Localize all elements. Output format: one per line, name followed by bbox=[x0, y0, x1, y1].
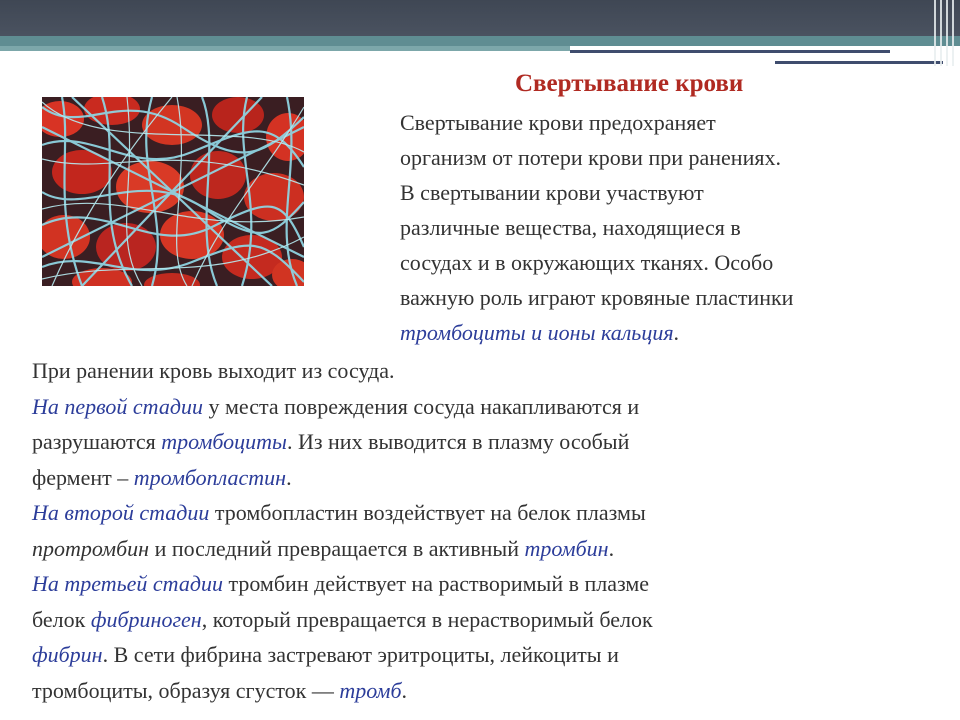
body-text: тромбоциты, образуя сгусток — bbox=[32, 677, 340, 703]
header-band bbox=[0, 0, 960, 36]
body-line: При ранении кровь выходит из сосуда. bbox=[32, 358, 395, 383]
body-line bbox=[32, 389, 948, 425]
body-line bbox=[32, 673, 948, 709]
body-text: фермент – bbox=[32, 464, 134, 490]
intro-line: важную роль играют кровяные пластинки bbox=[400, 285, 794, 310]
term: тромбоциты bbox=[161, 429, 287, 454]
term: тромбопластин bbox=[133, 464, 287, 490]
body-text: белок bbox=[32, 606, 91, 632]
body-text: . bbox=[608, 535, 615, 561]
intro-line bbox=[400, 315, 948, 350]
header-accent-band bbox=[0, 36, 960, 46]
highlight-term: тромбоциты и ионы кальция bbox=[400, 320, 674, 345]
intro-line: организм от потери крови при ранениях. bbox=[400, 145, 781, 170]
header-divider-line-short bbox=[775, 61, 943, 64]
header-accent-thin bbox=[0, 46, 570, 51]
body-line bbox=[32, 637, 948, 673]
body-text: . В сети фибрина застревают эритроциты, лейкоциты и bbox=[102, 642, 619, 667]
body-text: тромбопластин воздействует на белок плазмы bbox=[209, 500, 646, 525]
punctuation: . bbox=[673, 320, 680, 345]
body-line bbox=[32, 602, 948, 638]
body-line bbox=[32, 566, 948, 602]
body-text: у места повреждения сосуда накапливаются и bbox=[202, 393, 640, 419]
slide-title: Свертывание крови bbox=[515, 70, 744, 97]
stage-label: На третьей стадии bbox=[32, 571, 223, 596]
intro-line: В свертывании крови участвуют bbox=[400, 180, 704, 205]
term: фибрин bbox=[32, 642, 103, 667]
body-text: . Из них выводится в плазму особый bbox=[286, 429, 630, 454]
stage-label: На второй стадии bbox=[32, 500, 210, 525]
body-line bbox=[32, 531, 948, 567]
intro-line: различные вещества, находящиеся в bbox=[400, 215, 741, 240]
term: фибриноген bbox=[90, 606, 202, 632]
intro-line: Свертывание крови предохраняет bbox=[400, 110, 716, 135]
term: тромбин bbox=[524, 535, 609, 561]
header-divider-line bbox=[570, 50, 890, 53]
intro-line: сосудах и в окружающих тканях. Особо bbox=[400, 250, 774, 275]
body-text: разрушаются bbox=[32, 429, 162, 454]
term: протромбин bbox=[32, 535, 150, 561]
corner-decoration bbox=[928, 0, 960, 66]
body-text: . bbox=[401, 677, 408, 703]
body-text: , который превращается в нерастворимый белок bbox=[201, 606, 653, 632]
body-paragraph bbox=[32, 353, 948, 708]
term: тромб bbox=[339, 677, 402, 703]
intro-paragraph bbox=[400, 105, 948, 350]
body-text: . bbox=[286, 464, 292, 490]
body-line bbox=[32, 460, 948, 496]
blood-clot-image bbox=[42, 97, 304, 286]
body-line bbox=[32, 495, 948, 531]
stage-label: На первой стадии bbox=[32, 393, 203, 419]
body-line bbox=[32, 424, 948, 460]
body-text: и последний превращается в активный bbox=[149, 535, 525, 561]
body-text: тромбин действует на растворимый в плазме bbox=[222, 571, 650, 596]
